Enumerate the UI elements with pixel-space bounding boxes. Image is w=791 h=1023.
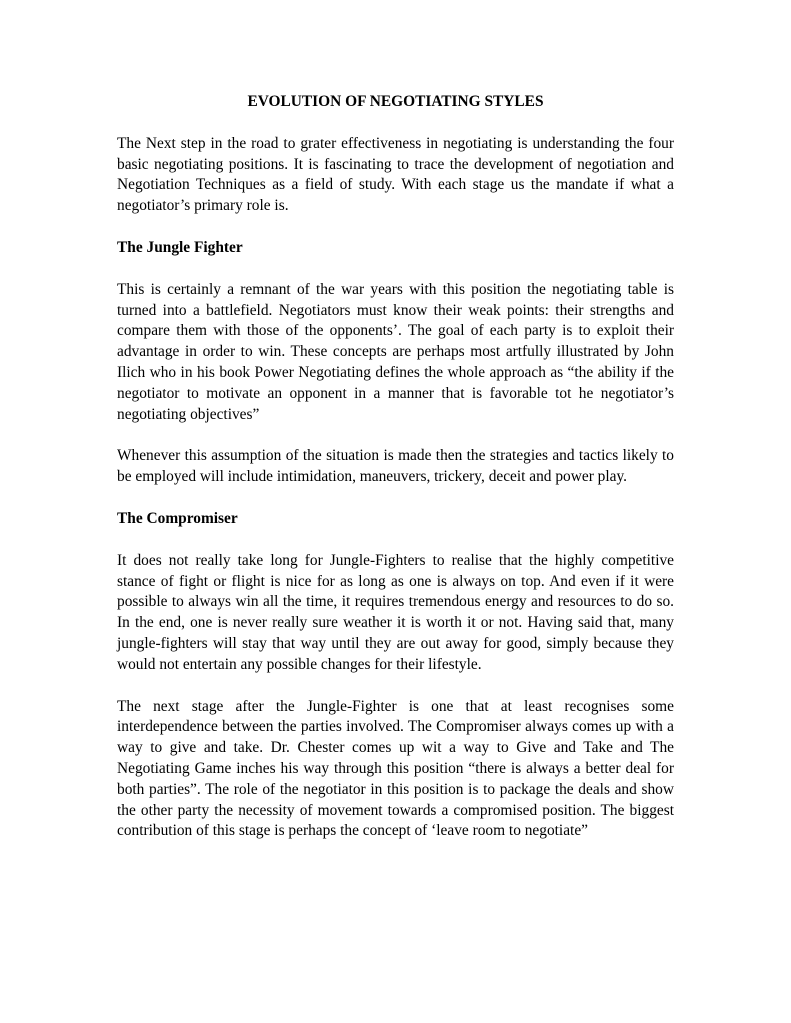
jungle-fighter-paragraph-1: This is certainly a remnant of the war years with this position the negotiating table is turned into a battlefield. Negotiators must know their weak points: their strengths and compare them with those of the opponents’. The goal of each party is to exploit their advantage in order to win. These concepts are perhaps most artfully illustrated by John Ilich who in his book Power Negotiating defines the whole approach as “the ability if the negotiator to motivate an opponent in a manner that is favorable tot he negotiator’s negotiating objectives”: [117, 280, 674, 423]
jungle-fighter-paragraph-2: Whenever this assumption of the situation is made then the strategies and tactics likely to be employed will include intimidation, maneuvers, trickery, deceit and power play.: [117, 447, 674, 486]
compromiser-paragraph-1: It does not really take long for Jungle-Fighters to realise that the highly competitive stance of fight or flight is nice for as long as one is always on top. And even if it were possible to always win all the time, it requires tremendous energy and resources to do so. In the end, one is never really sure weather it is worth it or not. Having said that, many jungle-fighters will stay that way until they are out away for good, simply because they would not entertain any possible changes for their lifestyle.: [117, 551, 674, 673]
document-body: [117, 92, 674, 863]
intro-paragraph: The Next step in the road to grater effectiveness in negotiating is understanding the four basic negotiating positions. It is fascinating to trace the development of negotiation and Negotiation Techniques as a field of study. With each stage us the mandate if what a negotiator’s primary role is.: [117, 134, 674, 215]
compromiser-paragraph-2: The next stage after the Jungle-Fighter is one that at least recognises some interdependence between the parties involved. The Compromiser always comes up with a way to give and take. Dr. Chester comes up wit a way to Give and Take and The Negotiating Game inches his way through this position “there is always a better deal for both parties”. The role of the negotiator in this position is to package the deals and show the other party the necessity of movement towards a compromised position. The biggest contribution of this stage is perhaps the concept of ‘leave room to negotiate”: [117, 697, 674, 840]
section-heading-compromiser: The Compromiser: [117, 509, 238, 527]
section-heading-jungle-fighter: The Jungle Fighter: [117, 238, 243, 256]
document-title: EVOLUTION OF NEGOTIATING STYLES: [247, 93, 544, 110]
